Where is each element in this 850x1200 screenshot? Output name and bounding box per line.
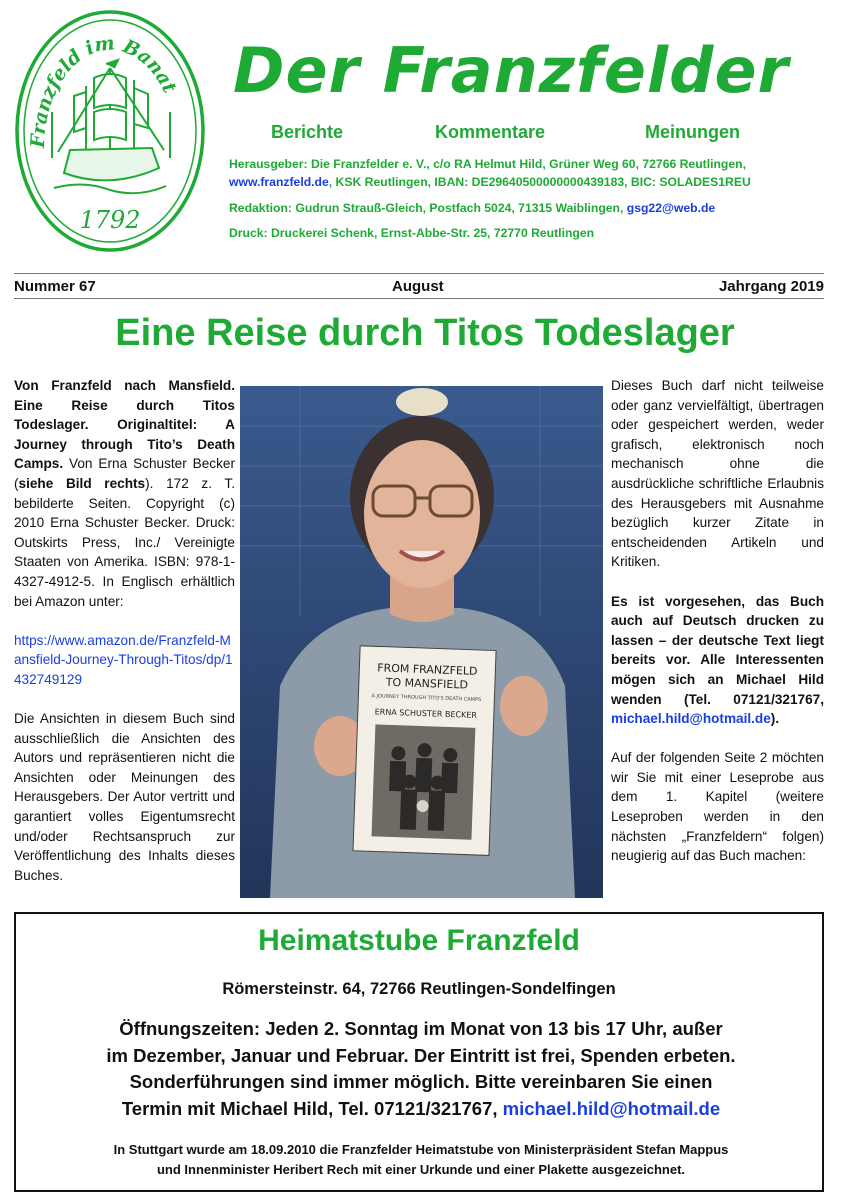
hours-contact-text: Termin mit Michael Hild, Tel. 07121/321767, xyxy=(121,1097,503,1119)
book-intro xyxy=(14,376,235,611)
editorial-address: Redaktion: Gudrun Strauß-Gleich, Postfach 5024, 71315 Waiblingen, xyxy=(229,201,627,215)
print-line: Druck: Druckerei Schenk, Ernst-Abbe-Str. 25, 72770 Reutlingen xyxy=(229,226,595,240)
german-edition-email-link[interactable]: michael.hild@hotmail.de xyxy=(611,711,771,727)
tagline-berichte: Berichte xyxy=(271,122,344,142)
german-edition-note xyxy=(611,592,824,729)
tagline-meinungen: Meinungen xyxy=(645,122,740,142)
book-cover-subtitle: A JOURNEY THROUGH TITO'S DEATH CAMPS xyxy=(371,693,482,704)
author-photo xyxy=(240,386,603,898)
book-details-text: ). 172 z. T. bebilderte Seiten. Copyright (c) 2010 Erna Schuster Becker. Druck: Outskirts Press, Inc./ Vereinigte Staaten von Amerika. ISBN: 978-1-4327-4912-5. In Englisch erhältlich bei Amazon unter: xyxy=(14,475,235,609)
heimatstube-email-link[interactable]: michael.hild@hotmail.de xyxy=(502,1097,721,1119)
seal-arc-text: Franzfeld im Banat xyxy=(26,32,181,149)
heimatstube-info-box xyxy=(14,912,824,1192)
german-edition-text: Es ist vorgesehen, das Buch auch auf Deutsch drucken zu lassen – der deutsche Text liegt bereits vor. Alle Interessenten mögen sich an Michael Hild wenden (Tel. 07121/321767, xyxy=(611,593,824,707)
heimatstube-award-note xyxy=(56,1140,786,1180)
article-left-column xyxy=(14,376,235,885)
disclaimer-text: Die Ansichten in diesem Buch sind ausschließlich die Ansichten des Autors und repräsentieren nicht die Ansichten oder Meinungen des Herausgebers. Der Autor vertritt und garantiert volles Eigentumsrecht und/oder Rechtsanspruch zur Veröffentlichung des Inhalts dieses Buches. xyxy=(14,711,235,883)
hours-line-1: Öffnungszeiten: Jeden 2. Sonntag im Monat von 13 bis 17 Uhr, außer xyxy=(119,1018,723,1039)
franzfeld-seal-logo xyxy=(14,8,206,253)
tagline-kommentare: Kommentare xyxy=(435,122,546,142)
heimatstube-address: Römersteinstr. 64, 72766 Reutlingen-Sondelfingen xyxy=(222,980,616,998)
award-line-1: In Stuttgart wurde am 18.09.2010 die Franzfelder Heimatstube von Ministerpräsident Stefan Mappus xyxy=(113,1142,729,1157)
award-line-2: und Innenminister Heribert Rech mit einer Urkunde und einer Plakette ausgezeichnet. xyxy=(156,1162,686,1177)
heimatstube-title: Heimatstube Franzfeld xyxy=(258,924,580,957)
hours-line-4 xyxy=(56,1096,786,1123)
bank-line xyxy=(229,175,751,189)
next-page-note: Auf der folgenden Seite 2 möchten wir Sie mit einer Leseprobe aus dem 1. Kapitel (weitere Leseproben werden in den nächsten „Franzfeldern“ folgen) neugierig auf das Buch machen: xyxy=(611,750,824,864)
book-cover-author: ERNA SCHUSTER BECKER xyxy=(374,707,478,720)
masthead-title: Der Franzfelder xyxy=(233,34,790,107)
see-picture-note: siehe Bild rechts xyxy=(18,475,146,491)
heimatstube-opening-hours xyxy=(56,1016,786,1122)
editorial-email-link[interactable]: gsg22@web.de xyxy=(626,201,716,215)
issue-year: Jahrgang 2019 xyxy=(718,278,824,295)
hours-line-3: Sonderführungen sind immer möglich. Bitte vereinbaren Sie einen xyxy=(129,1071,713,1092)
book-cover-title-1: FROM FRANZFELD xyxy=(377,661,478,678)
article-right-column xyxy=(611,376,824,866)
book-cover-title-2: TO MANSFIELD xyxy=(385,675,469,692)
publisher-line: Herausgeber: Die Franzfelder e. V., c/o RA Helmut Hild, Grüner Weg 60, 72766 Reutlingen, xyxy=(229,157,746,171)
amazon-link[interactable]: https://www.amazon.de/Franzfeld-Mansfield-Journey-Through-Titos/dp/1432749129 xyxy=(14,632,233,687)
article-headline: Eine Reise durch Titos Todeslager xyxy=(115,312,735,354)
book-intro-bold: Von Franzfeld nach Mansfield. Eine Reise durch Titos Todeslager. Originaltitel: A Journey through Tito’s Death Camps. xyxy=(14,378,235,472)
editorial-line xyxy=(229,201,715,215)
seal-year: 1792 xyxy=(79,206,141,234)
issue-bar xyxy=(14,273,824,299)
hours-line-2: im Dezember, Januar und Februar. Der Eintritt ist frei, Spenden erbeten. xyxy=(106,1044,736,1066)
issue-month: August xyxy=(392,278,444,295)
german-edition-end: ). xyxy=(770,711,780,727)
book-intro-text: Von Erna Schuster Becker ( xyxy=(14,456,235,491)
issue-number: Nummer 67 xyxy=(14,278,96,295)
bank-details: , KSK Reutlingen, IBAN: DE29640500000000439183, BIC: SOLADES1REU xyxy=(328,175,751,189)
website-link[interactable]: www.franzfeld.de xyxy=(229,175,329,189)
copyright-notice: Dieses Buch darf nicht teilweise oder ganz vervielfältigt, übertragen oder gespeichert werden, weder grafisch, elektronisch noch mechanisch ohne die ausdrückliche schriftliche Erlaubnis des Herausgebers mit Ausnahme bezüglich kurzer Zitate in entscheidenden Artikeln und Kritiken. xyxy=(611,378,824,570)
